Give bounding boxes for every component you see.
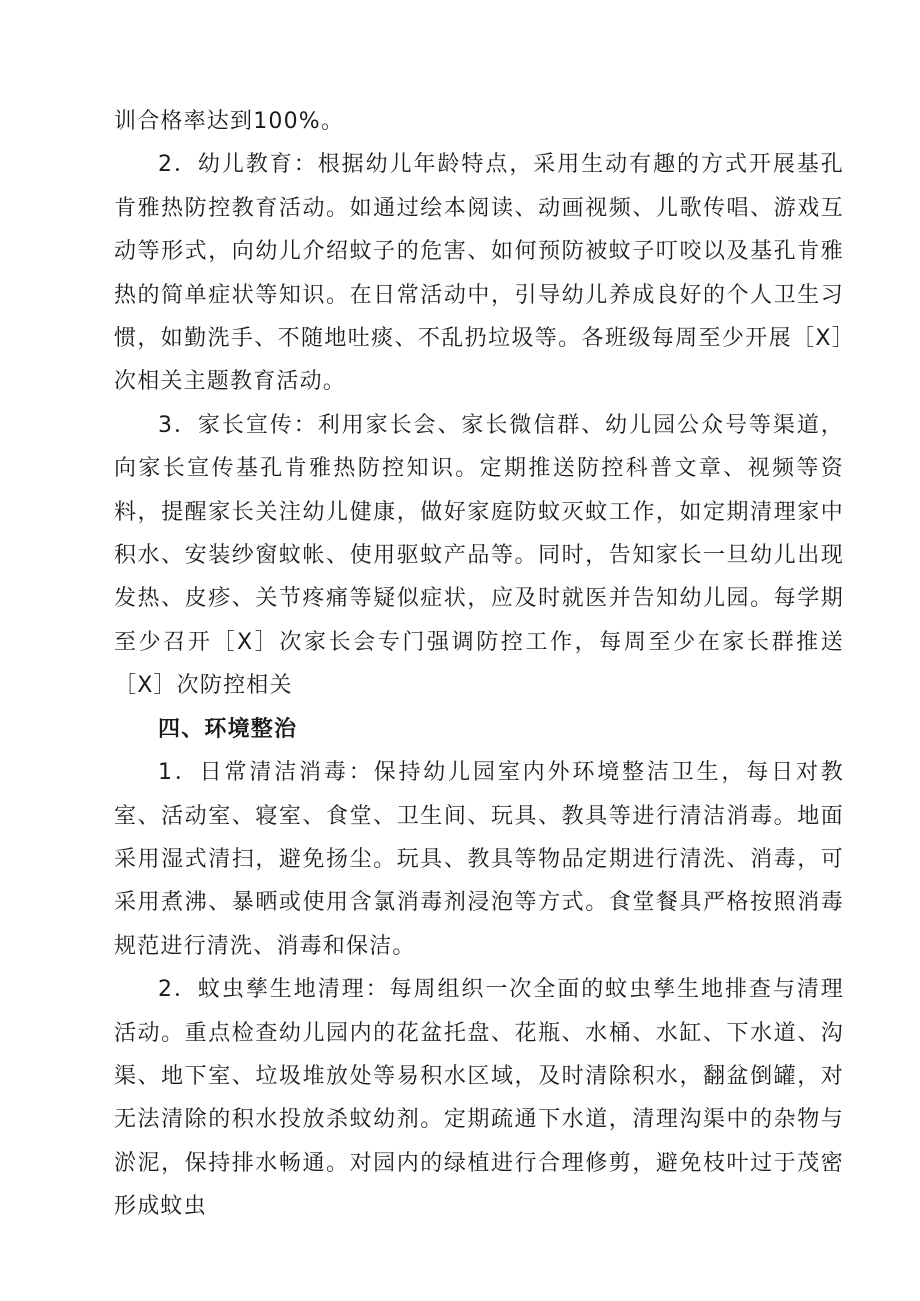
paragraph-child-education: 2．幼儿教育：根据幼儿年龄特点，采用生动有趣的方式开展基孔肯雅热防控教育活动。如通过绘本阅读、动画视频、儿歌传唱、游戏互动等形式，向幼儿介绍蚊子的危害、如何预防被蚊子叮咬以及基孔肯雅热的简单症状等知识。在日常活动中，引导幼儿养成良好的个人卫生习惯，如勤洗手、不随地吐痰、不乱扔垃圾等。各班级每周至少开展［X］次相关主题教育活动。 [114,152,844,395]
paragraph-daily-cleaning: 1．日常清洁消毒：保持幼儿园室内外环境整洁卫生，每日对教室、活动室、寝室、食堂、卫生间、玩具、教具等进行清洁消毒。地面采用湿式清扫，避免扬尘。玩具、教具等物品定期进行清洗、消毒，可采用煮沸、暴晒或使用含氯消毒剂浸泡等方式。食堂餐具严格按照消毒规范进行清洗、消毒和保洁。 [114,760,844,959]
document-body [114,100,844,1229]
section-heading-environment: 四、环境整治 [158,716,298,742]
paragraph-continuation: 训合格率达到100%。 [114,109,345,134]
paragraph-breeding-site-cleanup: 2．蚊虫孳生地清理：每周组织一次全面的蚊虫孳生地排查与清理活动。重点检查幼儿园内的花盆托盘、花瓶、水桶、水缸、下水道、沟渠、地下室、垃圾堆放处等易积水区域，及时清除积水，翻盆倒罐，对无法清除的积水投放杀蚊幼剂。定期疏通下水道，清理沟渠中的杂物与淤泥，保持排水畅通。对园内的绿植进行合理修剪，避免枝叶过于茂密形成蚊虫 [114,977,844,1220]
paragraph-parent-outreach: 3．家长宣传：利用家长会、家长微信群、幼儿园公众号等渠道，向家长宣传基孔肯雅热防控知识。定期推送防控科普文章、视频等资料，提醒家长关注幼儿健康，做好家庭防蚊灭蚊工作，如定期清理家中积水、安装纱窗蚊帐、使用驱蚊产品等。同时，告知家长一旦幼儿出现发热、皮疹、关节疼痛等疑似症状，应及时就医并告知幼儿园。每学期至少召开［X］次家长会专门强调防控工作，每周至少在家长群推送［X］次防控相关 [114,412,844,699]
